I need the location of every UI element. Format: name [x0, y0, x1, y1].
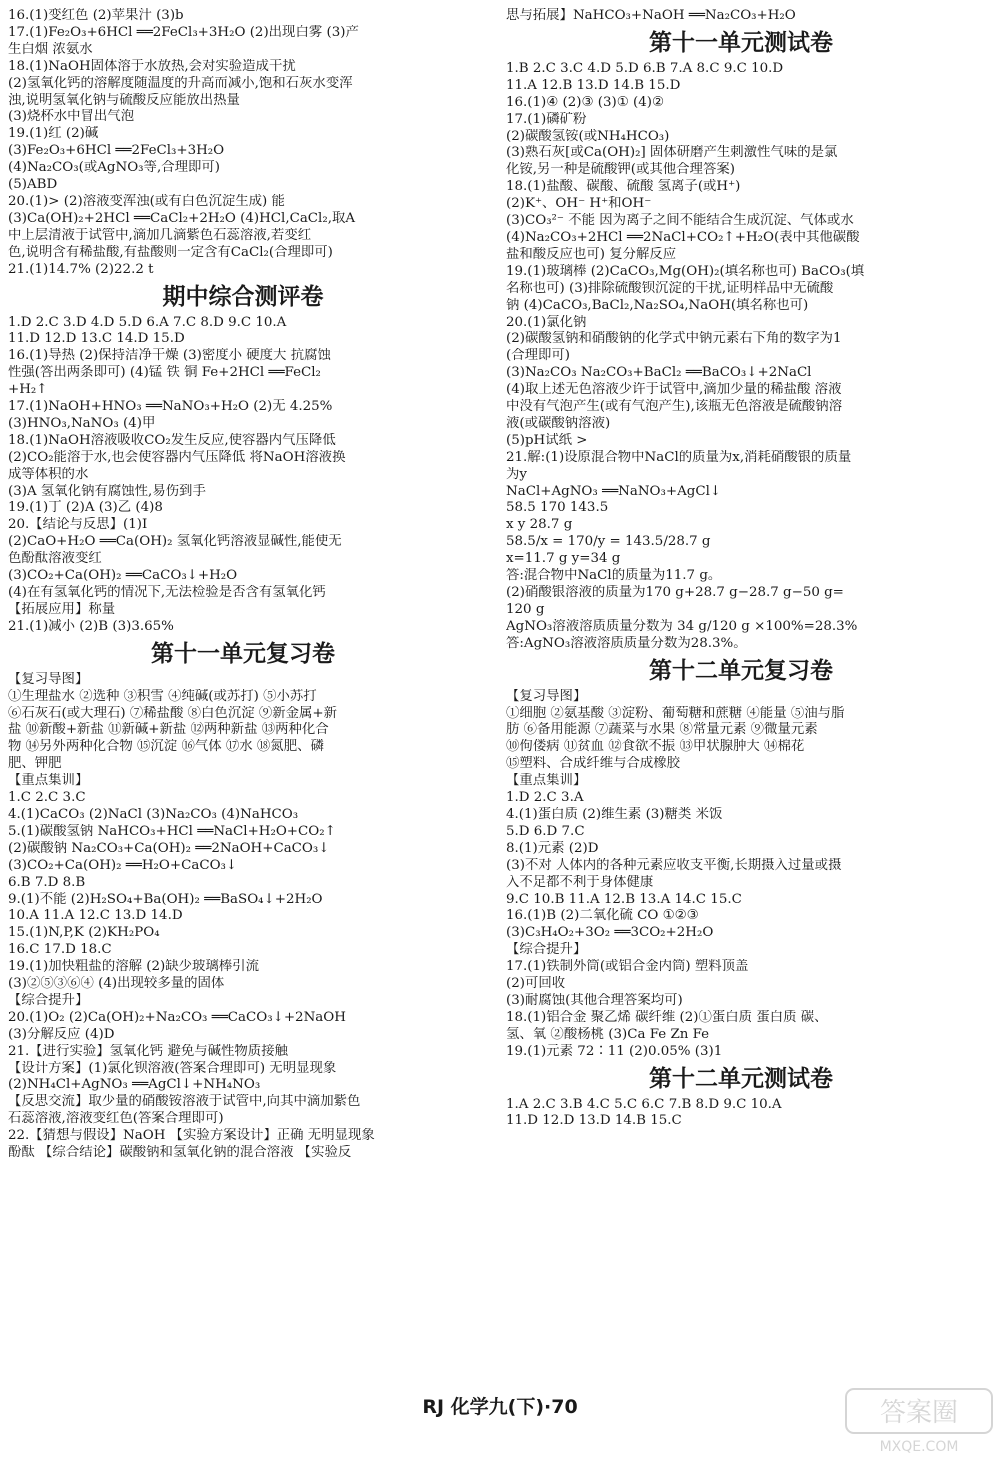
left-column	[8, 8, 478, 1162]
answer-line: (5)ABD	[8, 177, 58, 193]
answer-line: 1.B 2.C 3.C 4.D 5.D 6.B 7.A 8.C 9.C 10.D	[506, 60, 784, 76]
answer-line: 10.A 11.A 12.C 13.D 14.D	[8, 908, 183, 924]
answer-line: (2)硝酸银溶液的质量为170 g+28.7 g−28.7 g−50 g=	[506, 585, 844, 600]
answer-line: 20.(1)氯化钠	[506, 314, 587, 330]
answer-line: (3)CO₃²⁻ 不能 因为离子之间不能结合生成沉淀、气体或水	[506, 213, 854, 229]
answer-line: (3)不对 人体内的各种元素应收支平衡,长期摄入过量或摄	[506, 857, 842, 873]
answer-line: 17.(1)磷矿粉	[506, 111, 587, 127]
answer-line: (3)熟石灰[或Ca(OH)₂] 固体研磨产生刺激性气味的是氯	[506, 145, 838, 161]
section-title: 第十二单元测试卷	[649, 1065, 833, 1092]
answer-line: 16.(1)④ (2)③ (3)① (4)②	[506, 94, 664, 110]
answer-line: 成等体积的水	[8, 466, 89, 482]
answer-line: ①细胞 ②氨基酸 ③淀粉、葡萄糖和蔗糖 ④能量 ⑤油与脂	[506, 705, 845, 721]
answer-line: 答:AgNO₃溶液溶质质量分数为28.3%。	[506, 635, 747, 651]
answer-line: 1.C 2.C 3.C	[8, 790, 86, 806]
answer-line: 为y	[506, 466, 527, 482]
answer-line: (3)②⑤③⑥④ (4)出现较多量的固体	[8, 976, 225, 992]
answer-line: (2)CaO+H₂O ══Ca(OH)₂ 氢氧化钙溶液显碱性,能使无	[8, 534, 342, 550]
answer-line: (2)CO₂能溶于水,也会使容器内气压降低 将NaOH溶液换	[8, 449, 346, 465]
answer-line: 18.(1)盐酸、碳酸、硫酸 氢离子(或H⁺)	[506, 179, 741, 195]
answer-line: ⑩佝偻病 ⑪贫血 ⑫食欲不振 ⑬甲状腺肿大 ⑭棉花	[506, 739, 805, 755]
answer-line: 【重点集训】	[506, 773, 587, 789]
answer-line: 1.D 2.C 3.D 4.D 5.D 6.A 7.C 8.D 9.C 10.A	[8, 314, 287, 330]
answer-line: (5)pH试纸 >	[506, 432, 588, 448]
answer-line: 18.(1)NaOH溶液吸收CO₂发生反应,使容器内气压降低	[8, 432, 336, 448]
answer-line: 18.(1)NaOH固体溶于水放热,会对实验造成干扰	[8, 58, 296, 74]
answer-line: 【拓展应用】称量	[8, 601, 116, 617]
answer-line: 性强(答出两条即可) (4)锰 铁 铜 Fe+2HCl ══FeCl₂	[8, 365, 321, 381]
answer-line: (4)在有氢氧化钙的情况下,无法检验是否含有氢氧化钙	[8, 585, 326, 600]
answer-line: 1.A 2.C 3.B 4.C 5.C 6.C 7.B 8.D 9.C 10.A	[506, 1096, 782, 1112]
answer-line: 58.5/x = 170/y = 143.5/28.7 g	[506, 534, 711, 550]
answer-line: 19.(1)红 (2)碱	[8, 126, 99, 142]
answer-line: 11.D 12.D 13.C 14.D 15.D	[8, 331, 185, 347]
answer-line: 色酚酞溶液变红	[8, 551, 102, 567]
answer-line: 16.(1)B (2)二氧化硫 CO ①②③	[506, 908, 699, 924]
answer-line: 11.A 12.B 13.D 14.B 15.D	[506, 77, 681, 93]
answer-line: +H₂↑	[8, 382, 48, 398]
answer-line: 【综合提升】	[506, 942, 587, 958]
answer-line: (4)Na₂CO₃+2HCl ══2NaCl+CO₂↑+H₂O(表中其他碳酸	[506, 229, 860, 245]
section-title: 第十一单元复习卷	[151, 640, 335, 667]
svg-text:答案圈: 答案圈	[879, 1398, 959, 1428]
answer-line: (2)氢氧化钙的溶解度随温度的升高而减小,饱和石灰水变浑	[8, 75, 353, 91]
answer-line: 思与拓展】NaHCO₃+NaOH ══Na₂CO₃+H₂O	[506, 8, 796, 23]
answer-line: (合理即可)	[506, 348, 571, 364]
answer-line: ⑮塑料、合成纤维与合成橡胶	[506, 756, 681, 772]
answer-line: 5.(1)碳酸氢钠 NaHCO₃+HCl ══NaCl+H₂O+CO₂↑	[8, 823, 336, 839]
answer-line: (3)分解反应 (4)D	[8, 1026, 115, 1042]
answer-line: (3)A 氢氧化钠有腐蚀性,易伤到手	[8, 483, 206, 499]
answer-line: (3)Ca(OH)₂+2HCl ══CaCl₂+2H₂O (4)HCl,CaCl₂,取A	[8, 210, 356, 226]
answer-line: 11.D 12.D 13.D 14.B 15.C	[506, 1113, 682, 1129]
answer-line: 浊,说明氢氧化钠与硫酸反应能放出热量	[8, 92, 240, 108]
answer-line: NaCl+AgNO₃ ══NaNO₃+AgCl↓	[506, 483, 722, 499]
answer-line: 19.(1)元素 72∶11 (2)0.05% (3)1	[506, 1043, 723, 1059]
answer-line: 1.D 2.C 3.A	[506, 790, 584, 806]
answer-line: 【复习导图】	[8, 671, 89, 687]
answer-line: (3)耐腐蚀(其他合理答案均可)	[506, 992, 683, 1008]
answer-line: 酚酞 【综合结论】碳酸钠和氢氧化钠的混合溶液 【实验反	[8, 1145, 352, 1161]
answer-line: 20.【结论与反思】(1)Ⅰ	[8, 517, 148, 533]
section-title: 期中综合测评卷	[162, 283, 324, 310]
answer-line: 15.(1)N,P,K (2)KH₂PO₄	[8, 925, 160, 941]
answer-line: 21.(1)减小 (2)B (3)3.65%	[8, 618, 174, 634]
answer-line: AgNO₃溶液溶质质量分数为 34 g/120 g ×100%=28.3%	[506, 618, 858, 634]
answer-line: 答:混合物中NaCl的质量为11.7 g。	[506, 568, 722, 584]
answer-line: (3)CO₂+Ca(OH)₂ ══H₂O+CaCO₃↓	[8, 857, 238, 873]
answer-line: ①生理盐水 ②选种 ③积雪 ④纯碱(或苏打) ⑤小苏打	[8, 688, 317, 704]
answer-line: (2)碳酸氢铵(或NH₄HCO₃)	[506, 128, 670, 144]
answer-line: 4.(1)蛋白质 (2)维生素 (3)糖类 米饭	[506, 806, 723, 822]
answer-line: 入不足都不利于身体健康	[506, 874, 654, 890]
section-title: 第十一单元测试卷	[649, 29, 833, 56]
answer-line: 氢、氧 ②酸杨桃 (3)Ca Fe Zn Fe	[506, 1026, 710, 1042]
answer-line: 9.(1)不能 (2)H₂SO₄+Ba(OH)₂ ══BaSO₄↓+2H₂O	[8, 891, 323, 907]
answer-line: 【综合提升】	[8, 992, 89, 1008]
answer-line: 17.(1)铁制外筒(或铝合金内筒) 塑料顶盖	[506, 959, 749, 975]
page-footer: RJ 化学九(下)·70	[422, 1396, 578, 1418]
answer-line: 名称也可) (3)排除硫酸钡沉淀的干扰,证明样品中无硫酸	[506, 280, 834, 296]
answer-line: 【复习导图】	[506, 688, 587, 704]
answer-line: x y 28.7 g	[506, 517, 573, 533]
answer-line: 4.(1)CaCO₃ (2)NaCl (3)Na₂CO₃ (4)NaHCO₃	[8, 806, 299, 822]
answer-line: 17.(1)Fe₂O₃+6HCl ══2FeCl₃+3H₂O (2)出现白雾 (3)产	[8, 24, 359, 40]
answer-line: (3)CO₂+Ca(OH)₂ ══CaCO₃↓+H₂O	[8, 568, 238, 584]
answer-line: (2)碳酸钠 Na₂CO₃+Ca(OH)₂ ══2NaOH+CaCO₃↓	[8, 840, 330, 856]
answer-line: 19.(1)加快粗盐的溶解 (2)缺少玻璃棒引流	[8, 959, 259, 975]
answer-line: 21.【进行实验】氢氧化钙 避免与碱性物质接触	[8, 1043, 288, 1059]
answer-line: 19.(1)玻璃棒 (2)CaCO₃,Mg(OH)₂(填名称也可) BaCO₃(填	[506, 263, 865, 279]
answer-line: (2)NH₄Cl+AgNO₃ ══AgCl↓+NH₄NO₃	[8, 1077, 261, 1093]
answer-line: 肪 ⑥备用能源 ⑦蔬菜与水果 ⑧常量元素 ⑨微量元素	[506, 722, 818, 738]
answer-line: (4)Na₂CO₃(或AgNO₃等,合理即可)	[8, 160, 220, 176]
answer-line: 120 g	[506, 601, 545, 617]
watermark-logo	[844, 1387, 994, 1457]
answer-line: (3)HNO₃,NaNO₃ (4)甲	[8, 415, 156, 431]
answer-line: 钠 (4)CaCO₃,BaCl₂,Na₂SO₄,NaOH(填名称也可)	[506, 297, 809, 313]
answer-line: 【重点集训】	[8, 773, 89, 789]
answer-line: (2)可回收	[506, 976, 566, 992]
answer-line: ⑥石灰石(或大理石) ⑦稀盐酸 ⑧白色沉淀 ⑨新金属+新	[8, 705, 338, 721]
answer-line: 9.C 10.B 11.A 12.B 13.A 14.C 15.C	[506, 891, 742, 907]
answer-line: 石蕊溶液,溶液变红色(答案合理即可)	[8, 1111, 224, 1127]
answer-line: 21.解:(1)设原混合物中NaCl的质量为x,消耗硝酸银的质量	[506, 449, 852, 465]
answer-line: 16.C 17.D 18.C	[8, 942, 112, 958]
answer-line: 盐 ⑩新酸+新盐 ⑪新碱+新盐 ⑫两种新盐 ⑬两种化合	[8, 722, 329, 738]
answer-line: (3)Fe₂O₃+6HCl ══2FeCl₃+3H₂O	[8, 143, 225, 159]
answer-line: 中没有气泡产生(或有气泡产生),该瓶无色溶液是硫酸钠溶	[506, 399, 843, 415]
answer-line: 色,说明含有稀盐酸,有盐酸则一定含有CaCl₂(合理即可)	[8, 244, 333, 260]
answer-line: 化铵,另一种是硫酸钾(或其他合理答案)	[506, 162, 735, 178]
answer-line: 19.(1)丁 (2)A (3)乙 (4)8	[8, 500, 163, 516]
answer-line: 21.(1)14.7% (2)22.2 t	[8, 261, 154, 277]
answer-line: 22.【猜想与假设】NaOH 【实验方案设计】正确 无明显现象	[8, 1128, 375, 1144]
answer-line: 20.(1)O₂ (2)Ca(OH)₂+Na₂CO₃ ══CaCO₃↓+2NaOH	[8, 1009, 346, 1025]
answer-line: (3)Na₂CO₃ Na₂CO₃+BaCl₂ ══BaCO₃↓+2NaCl	[506, 365, 812, 381]
answer-line: 生白烟 浓氨水	[8, 41, 93, 57]
answer-line: 8.(1)元素 (2)D	[506, 840, 599, 856]
answer-line: 盐和酸反应也可) 复分解反应	[506, 246, 677, 262]
answer-line: 16.(1)导热 (2)保持洁净干燥 (3)密度小 硬度大 抗腐蚀	[8, 348, 331, 364]
answer-line: 5.D 6.D 7.C	[506, 823, 585, 839]
right-column	[506, 8, 976, 1130]
answer-line: 物 ⑭另外两种化合物 ⑮沉淀 ⑯气体 ⑰水 ⑱氮肥、磷	[8, 739, 324, 755]
answer-line: (3)烧杯水中冒出气泡	[8, 109, 135, 125]
answer-line: 6.B 7.D 8.B	[8, 874, 86, 890]
svg-text:MXQE.COM: MXQE.COM	[879, 1439, 959, 1455]
answer-line: (4)取上述无色溶液少许于试管中,滴加少量的稀盐酸 溶液	[506, 382, 842, 398]
answer-line: (2)K⁺、OH⁻ H⁺和OH⁻	[506, 196, 652, 212]
section-title: 第十二单元复习卷	[649, 657, 833, 684]
answer-line: 16.(1)变红色 (2)苹果汁 (3)b	[8, 8, 184, 23]
answer-line: 58.5 170 143.5	[506, 500, 609, 516]
answer-line: 【设计方案】(1)氯化钡溶液(答案合理即可) 无明显现象	[8, 1060, 337, 1076]
answer-line: (3)C₃H₄O₂+3O₂ ══3CO₂+2H₂O	[506, 925, 714, 941]
answer-line: 肥、钾肥	[8, 756, 62, 772]
answer-line: (2)碳酸氢钠和硝酸钠的化学式中钠元素右下角的数字为1	[506, 331, 842, 347]
answer-line: 中上层清液于试管中,滴加几滴紫色石蕊溶液,若变红	[8, 227, 312, 243]
answer-line: 液(或碳酸钠溶液)	[506, 415, 611, 431]
answer-line: 18.(1)铝合金 聚乙烯 碳纤维 (2)①蛋白质 蛋白质 碳、	[506, 1009, 828, 1025]
answer-line: x=11.7 g y=34 g	[506, 551, 621, 567]
answer-line: 20.(1)> (2)溶液变浑浊(或有白色沉淀生成) 能	[8, 193, 285, 209]
answer-line: 17.(1)NaOH+HNO₃ ══NaNO₃+H₂O (2)无 4.25%	[8, 399, 333, 415]
answer-line: 【反思交流】取少量的硝酸铵溶液于试管中,向其中滴加紫色	[8, 1094, 361, 1110]
